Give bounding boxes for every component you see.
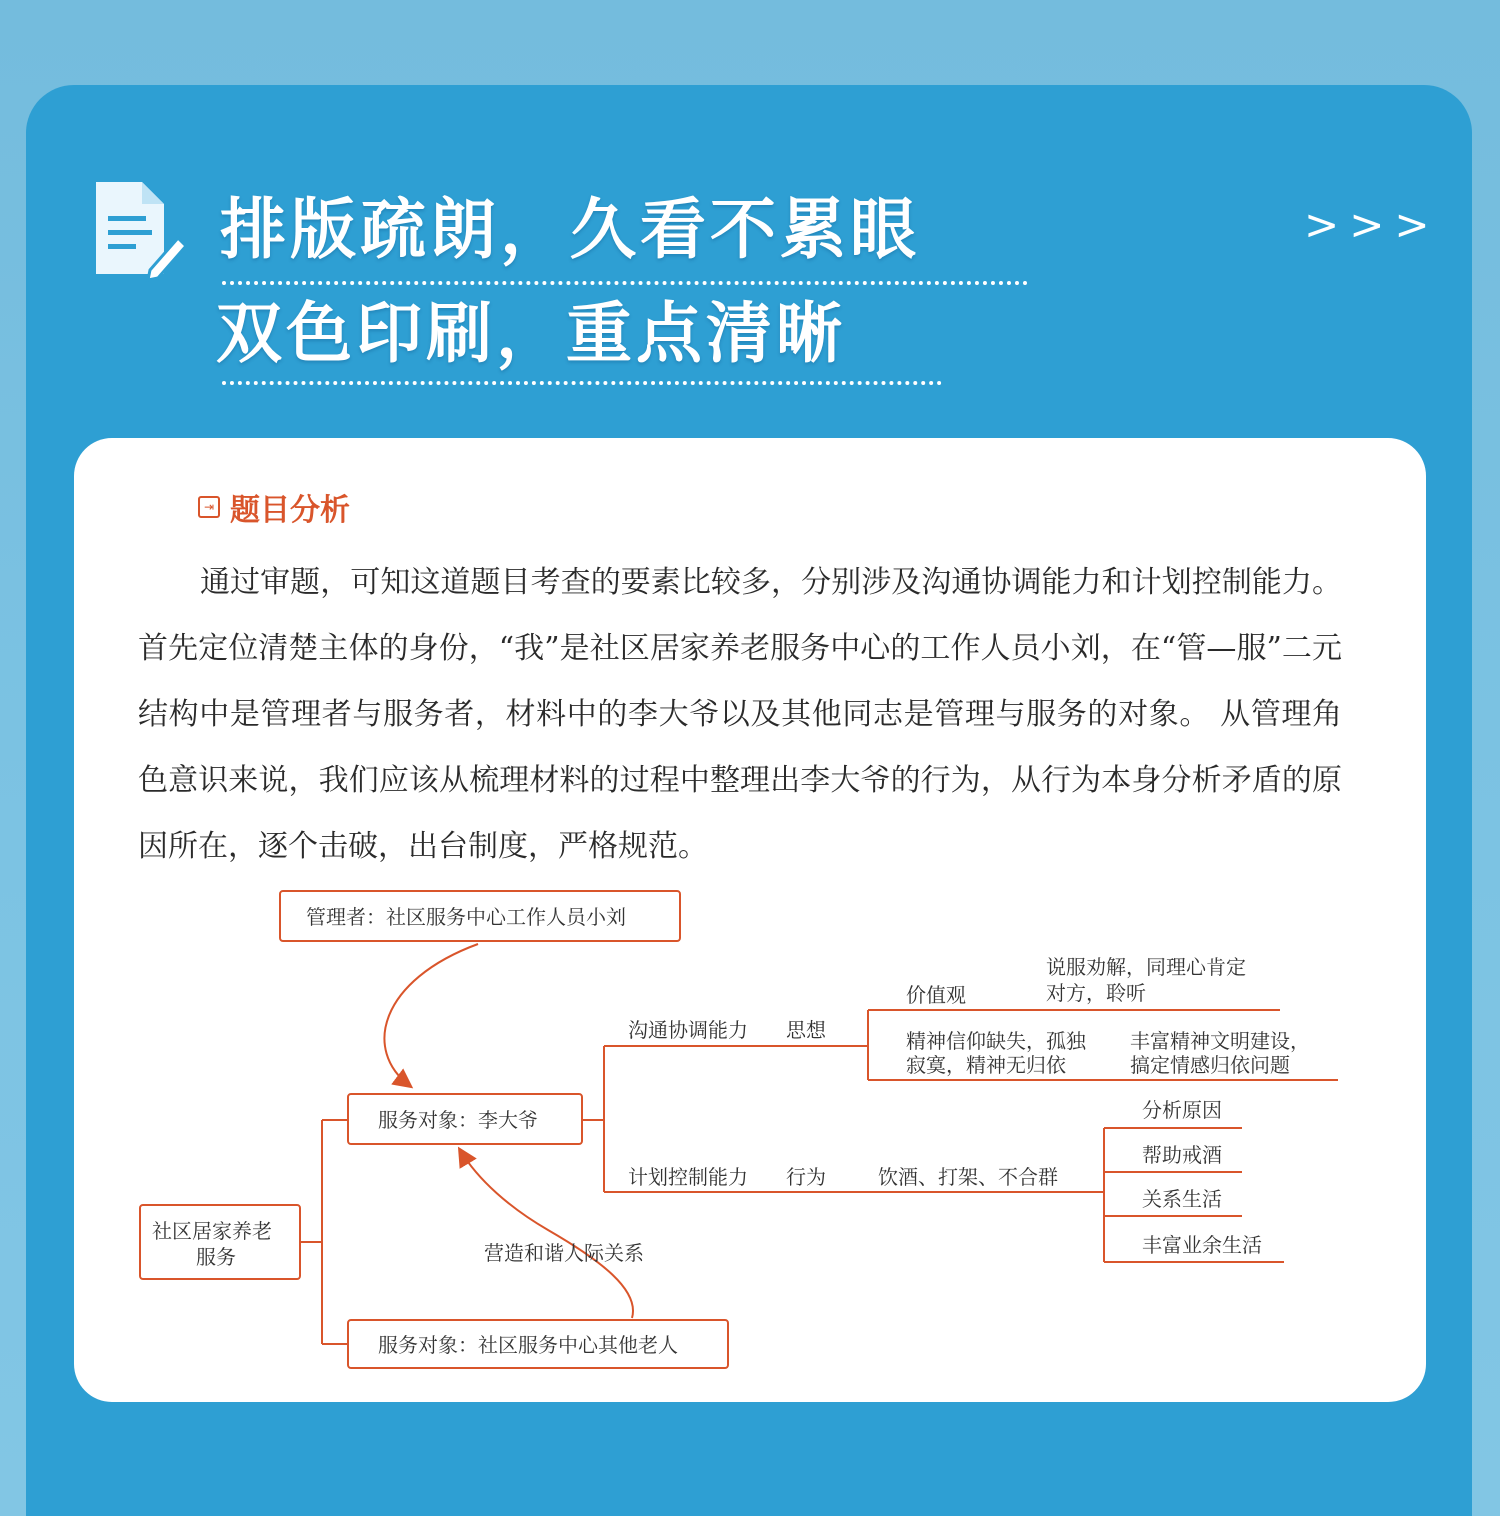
- action-item: 关系生活: [1142, 1187, 1222, 1211]
- analysis-paragraph: 通过审题，可知这道题目考查的要素比较多，分别涉及沟通协调能力和计划控制能力。 首先定位清楚主体的身份，“我”是社区居家养老服务中心的工作人员小刘，在“管—服”二元结构中是管理者与服务者，材料中的李大爷以及其他同志是管理与服务的对象。 从管理角色意识来说，我们应该从梳理材料的过程中整理出李大爷的行为，从行为本身分析矛盾的原因所在，逐个击破，出台制度，严格规范。: [138, 565, 1342, 864]
- relation-label: 营造和谐人际关系: [484, 1241, 644, 1265]
- root-label-line-1: 社区居家养老: [152, 1219, 272, 1243]
- arrow-relation-to-object: [460, 1150, 633, 1318]
- arrow-in-box-icon: ⇥: [198, 496, 220, 518]
- arrow-manager-to-object: [384, 944, 478, 1086]
- values-label: 价值观: [906, 983, 966, 1007]
- values-note-line-1: 说服劝解，同理心肯定: [1046, 955, 1246, 979]
- manager-label: 管理者：社区服务中心工作人员小刘: [306, 905, 626, 929]
- connector-object1: [582, 1046, 604, 1192]
- section-title: 题目分析: [230, 493, 350, 528]
- spirit-label-line-2: 寂寞，精神无归依: [906, 1053, 1066, 1077]
- object1-label: 服务对象：李大爷: [378, 1108, 538, 1132]
- action-item: 分析原因: [1142, 1098, 1222, 1122]
- root-label-line-2: 服务: [196, 1245, 236, 1269]
- headline-line-2: 双色印刷，重点清晰: [216, 294, 846, 372]
- object2-label: 服务对象：社区服务中心其他老人: [378, 1333, 678, 1357]
- enrich-label-line-2: 搞定情感归依问题: [1130, 1053, 1290, 1077]
- enrich-label-line-1: 丰富精神文明建设，: [1130, 1029, 1310, 1053]
- action-item: 帮助戒酒: [1142, 1143, 1222, 1167]
- branch2-sub-label: 行为: [786, 1165, 826, 1189]
- branch2-label: 计划控制能力: [628, 1165, 748, 1189]
- branch1-label: 沟通协调能力: [628, 1018, 748, 1042]
- behavior-label: 饮酒、打架、不合群: [878, 1165, 1058, 1189]
- headline-line-1: 排版疏朗，久看不累眼: [220, 190, 920, 268]
- action-item: 丰富业余生活: [1142, 1233, 1262, 1257]
- branch1-sub-label: 思想: [786, 1018, 826, 1042]
- spirit-label-line-1: 精神信仰缺失，孤独: [906, 1029, 1086, 1053]
- values-note-line-2: 对方，聆听: [1046, 981, 1146, 1005]
- connector-root: [300, 1120, 348, 1344]
- chevron-arrows-icon: >>>: [1304, 200, 1440, 249]
